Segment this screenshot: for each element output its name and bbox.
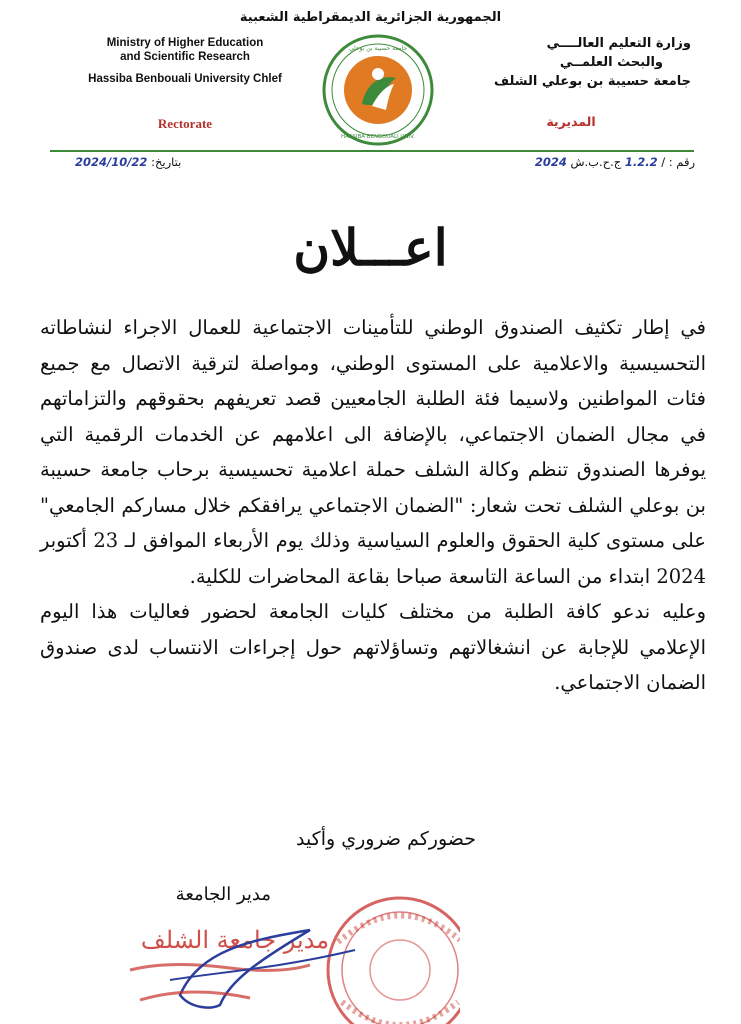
closing-line: حضوركم ضروري وأكيد — [295, 828, 476, 850]
rectorate-en: Rectorate — [157, 116, 213, 131]
reference-date-value: 2024/10/22 — [75, 155, 148, 169]
reference-date-label: بتاريخ: — [151, 155, 182, 169]
university-ar: جامعة حسيبة بن بوعلي الشلف — [493, 74, 691, 89]
reference-number-label: رقم : / — [661, 155, 695, 169]
announcement-title: اعـــلان — [293, 218, 448, 277]
seal-text: مدير جامعة الشلف — [140, 926, 330, 954]
reference-number-suffix: 2024 — [534, 155, 567, 169]
ministry-en-line1: Ministry of Higher Education — [106, 37, 264, 49]
ministry-english — [70, 36, 300, 86]
university-en: Hassiba Benbouali University Chlef — [88, 73, 282, 85]
announcement-body — [40, 310, 706, 701]
reference-date — [75, 155, 181, 169]
svg-text:جامعة حسيبة بن بوعلي: جامعة حسيبة بن بوعلي — [348, 45, 408, 52]
body-paragraph-1: في إطار تكثيف الصندوق الوطني للتأمينات الاجتماعية للعمال الاجراء لنشاطاته التحسيسية والاعلامية على المستوى الوطني، ومواصلة لترقية الاتصال مع جميع فئات المواطنين ولاسيما فئة الطلبة الجامعيين قصد تعريفهم بحقوقهم والتزاماتهم في مجال الضمان الاجتماعي، بالإضافة الى اعلامهم عن الخدمات الرقمية التي يوفرها الصندوق تنظم وكالة الشلف حملة اعلامية تحسيسية برحاب جامعة حسيبة بن بوعلي الشلف تحت شعار: "الضمان الاجتماعي يرافقكم خلال مساركم الجامعي" على مستوى كلية الحقوق والعلوم السياسية وذلك يوم الأربعاء الموافق لـ 23 أكتوبر 2024 ابتداء من الساعة التاسعة صباحا بقاعة المحاضرات للكلية. — [40, 316, 706, 588]
svg-text:HASSIBA BENBOUALI UNIV.: HASSIBA BENBOUALI UNIV. — [341, 134, 415, 140]
reference-number-value: 1.2.2 — [624, 155, 658, 169]
ministry-en-line2: and Scientific Research — [120, 51, 250, 63]
body-paragraph-2: وعليه ندعو كافة الطلبة من مختلف كليات الجامعة لحضور فعاليات هذا اليوم الإعلامي للإجابة عن انشغالاتهم وتساؤلاتهم حول إجراءات الانتساب لدى صندوق الضمان الاجتماعي. — [40, 600, 706, 694]
signature-seal-icon — [110, 910, 370, 1020]
ministry-arabic — [451, 34, 691, 91]
reference-office-code: ج.ح.ب.ش — [570, 155, 622, 169]
ministry-ar-line1: وزارة التعليم العالــــي — [546, 36, 691, 51]
ministry-ar-line2: والبحث العلمــي — [559, 55, 663, 70]
reference-number — [535, 155, 695, 169]
header-divider — [50, 150, 694, 152]
republic-title: الجمهورية الجزائرية الديمقراطية الشعبية — [239, 10, 502, 25]
rectorate-ar: المديرية — [546, 114, 596, 129]
signatory-title: مدير الجامعة — [175, 884, 271, 905]
reference-line — [55, 155, 695, 177]
university-logo-icon — [322, 34, 434, 146]
